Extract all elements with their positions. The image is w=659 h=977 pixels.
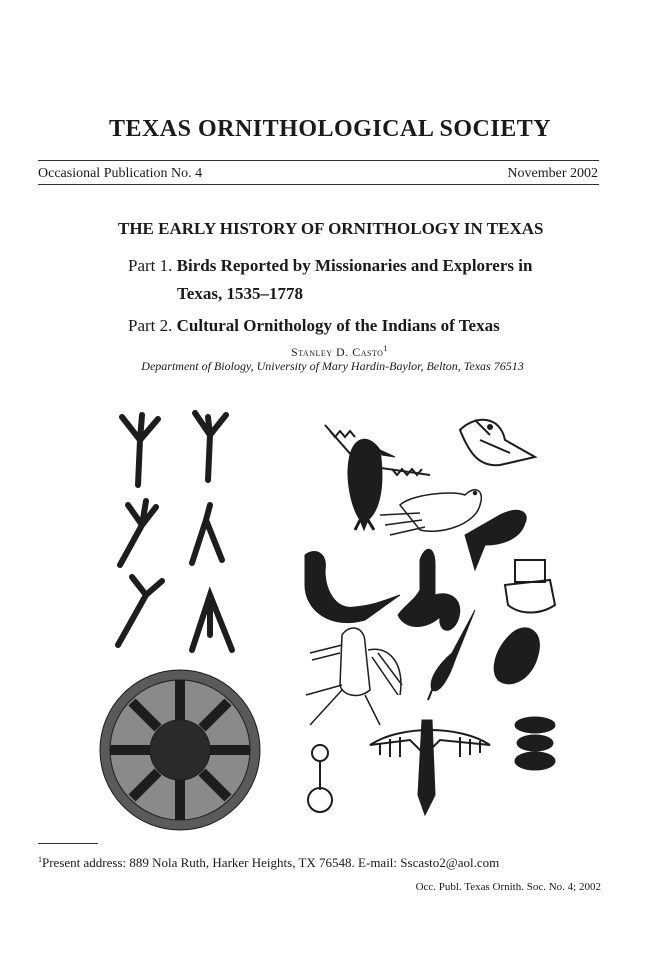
- eagle-outline-icon: [306, 628, 402, 725]
- running-footer: Occ. Publ. Texas Ornith. Soc. No. 4; 2002: [415, 881, 601, 893]
- part2-heading: [128, 316, 500, 336]
- flying-bird-icon: [465, 510, 526, 570]
- pin-figure-icon: [308, 745, 332, 812]
- part2-title: Cultural Ornithology of the Indians of Texas: [176, 316, 500, 335]
- duck-icon: [305, 551, 400, 622]
- publication-date: November 2002: [507, 166, 598, 181]
- dotted-bird-icon: [380, 490, 481, 535]
- quail-icon: [494, 628, 539, 684]
- box-figure-icon: [505, 560, 555, 613]
- author-name: Stanley D. Casto: [291, 345, 384, 359]
- footnote-rule: [38, 843, 98, 844]
- stacked-figure-icon: [515, 717, 555, 770]
- shield-disc-icon: [100, 670, 260, 830]
- header-rule-top: [38, 160, 599, 161]
- footnote: [38, 855, 499, 871]
- large-bird-icon: [398, 549, 460, 630]
- part2-number: Part 2.: [128, 316, 173, 335]
- bird-track-icon: [118, 413, 232, 650]
- footnote-text: Present address: 889 Nola Ruth, Harker Heights, TX 76548. E-mail: Sscasto2@aol.com: [42, 855, 500, 870]
- author-footnote-mark: 1: [383, 344, 388, 353]
- header-rule-bottom: [38, 184, 599, 185]
- bird-petroglyph-icons: [80, 395, 600, 845]
- main-title: THE EARLY HISTORY OF ORNITHOLOGY IN TEXAS: [118, 219, 544, 238]
- part1-heading: [128, 256, 532, 276]
- author-line: [0, 344, 659, 360]
- part1-title-continued: Texas, 1535–1778: [177, 284, 303, 303]
- outline-bird-icon: [460, 420, 535, 465]
- part1-number: Part 1.: [128, 256, 173, 275]
- society-title: TEXAS ORNITHOLOGICAL SOCIETY: [108, 116, 552, 142]
- footnote-mark: 1: [38, 855, 42, 864]
- author-affiliation: Department of Biology, University of Mary Hardin-Baylor, Belton, Texas 76513: [141, 359, 524, 373]
- spread-wing-bird-icon: [370, 720, 490, 815]
- part1-title: Birds Reported by Missionaries and Explorers in: [176, 256, 533, 275]
- publication-number: Occasional Publication No. 4: [38, 166, 203, 181]
- standing-bird-icon: [325, 425, 430, 530]
